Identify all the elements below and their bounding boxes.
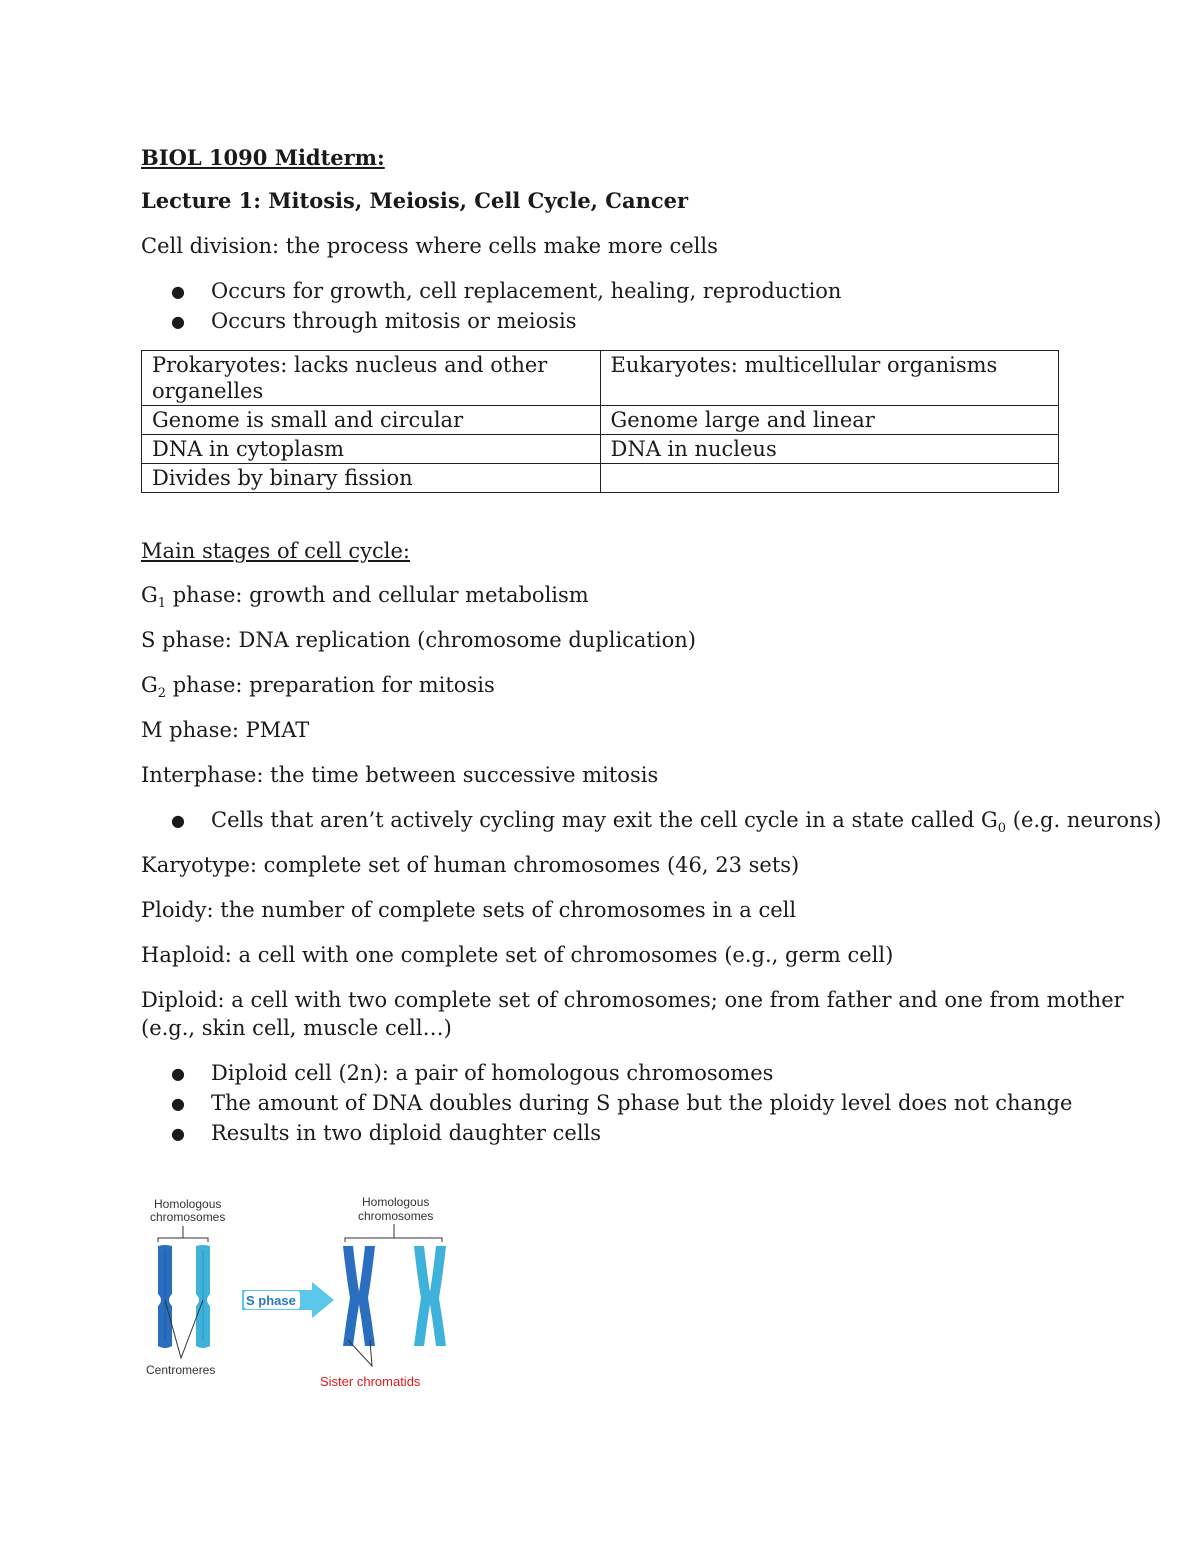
table-cell: Prokaryotes: lacks nucleus and other organelles [142, 351, 601, 406]
doc-title: BIOL 1090 Midterm: [141, 145, 385, 170]
table-row [142, 464, 1059, 493]
list-item: Cells that aren’t actively cycling may exit the cell cycle in a state called $G_0$ (e.g. neurons) [211, 808, 1162, 837]
list-item: Diploid cell (2n): a pair of homologous chromosomes [211, 1061, 774, 1085]
lecture-heading: Lecture 1: Mitosis, Meiosis, Cell Cycle, Cancer [141, 188, 689, 213]
bullet-icon: ● [171, 312, 185, 331]
table-cell: Genome is small and circular [142, 406, 601, 435]
s-phase: S phase: DNA replication (chromosome duplication) [141, 628, 696, 652]
diploid: Diploid: a cell with two complete set of chromosomes; one from father and one from mother [141, 988, 1124, 1012]
sister-chromatids-light [414, 1246, 446, 1346]
list-item: Results in two diploid daughter cells [211, 1121, 602, 1145]
diploid-examples: (e.g., skin cell, muscle cell…) [141, 1016, 452, 1040]
homologous-label-right-2: chromosomes [358, 1209, 434, 1223]
m-phase: M phase: PMAT [141, 718, 310, 742]
homologous-label-right-1: Homologous [362, 1195, 430, 1209]
list-item: Occurs for growth, cell replacement, healing, reproduction [211, 279, 842, 303]
table-cell [600, 464, 1059, 493]
homologous-label-left-2: chromosomes [150, 1210, 226, 1224]
table-row [142, 435, 1059, 464]
haploid: Haploid: a cell with one complete set of chromosomes (e.g., germ cell) [141, 943, 894, 967]
bracket-right [345, 1224, 442, 1242]
table-cell: Eukaryotes: multicellular organisms [600, 351, 1059, 406]
prokaryote-eukaryote-table [141, 350, 1059, 493]
stages-heading: Main stages of cell cycle: [141, 539, 410, 563]
sister-chromatids-dark [343, 1246, 375, 1346]
homologous-label-left-1: Homologous [154, 1197, 222, 1211]
chromosome-figure [136, 1190, 466, 1390]
table-row [142, 351, 1059, 406]
list-item: Occurs through mitosis or meiosis [211, 309, 577, 333]
table-row [142, 406, 1059, 435]
table-cell: Genome large and linear [600, 406, 1059, 435]
sister-chromatids-label: Sister chromatids [320, 1374, 421, 1389]
bullet-icon: ● [171, 811, 185, 830]
list-item: The amount of DNA doubles during S phase but the ploidy level does not change [211, 1091, 1073, 1115]
bullet-icon: ● [171, 1064, 185, 1083]
ploidy: Ploidy: the number of complete sets of chromosomes in a cell [141, 898, 797, 922]
s-phase-label: S phase [246, 1293, 296, 1308]
cell-division-definition: Cell division: the process where cells make more cells [141, 234, 718, 258]
interphase: Interphase: the time between successive mitosis [141, 763, 659, 787]
g1-phase: $G_1$ phase: growth and cellular metabolism [141, 583, 589, 612]
bracket-left [158, 1226, 208, 1242]
bullet-icon: ● [171, 282, 185, 301]
table-cell: Divides by binary fission [142, 464, 601, 493]
table-cell: DNA in nucleus [600, 435, 1059, 464]
centromeres-label: Centromeres [146, 1363, 216, 1377]
bullet-icon: ● [171, 1124, 185, 1143]
g2-phase: $G_2$ phase: preparation for mitosis [141, 673, 495, 702]
table-cell: DNA in cytoplasm [142, 435, 601, 464]
karyotype: Karyotype: complete set of human chromosomes (46, 23 sets) [141, 853, 800, 877]
bullet-icon: ● [171, 1094, 185, 1113]
